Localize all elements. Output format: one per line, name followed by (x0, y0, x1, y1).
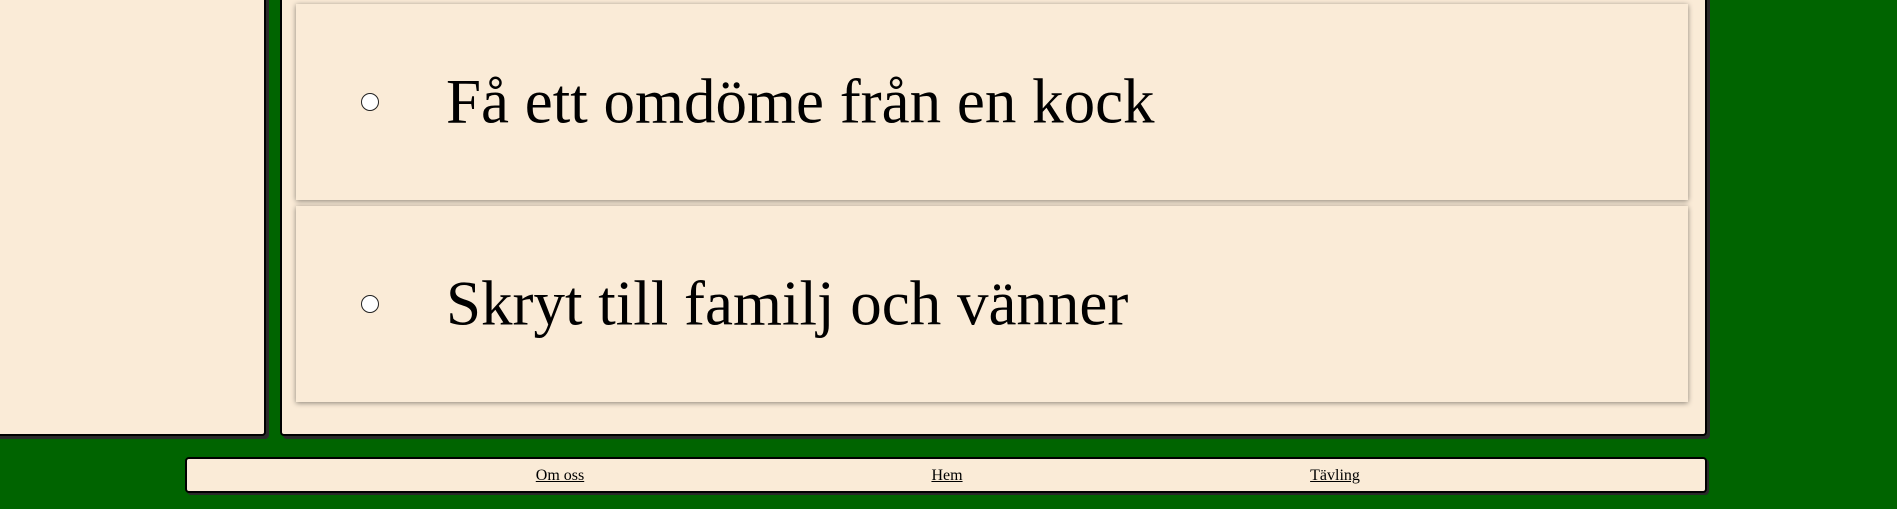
radio-button-icon[interactable] (361, 295, 379, 313)
radio-button-icon[interactable] (361, 93, 379, 111)
answer-option-card[interactable] (296, 206, 1688, 402)
footer-navigation (185, 457, 1707, 493)
answer-option-label: Få ett omdöme från en kock (446, 66, 1155, 137)
nav-link-about-us[interactable]: Om oss (535, 467, 585, 484)
answer-option-label: Skryt till familj och vänner (446, 268, 1129, 339)
nav-link-home[interactable]: Hem (931, 467, 963, 484)
sidebar-panel (0, 0, 266, 436)
answer-option-card[interactable] (296, 4, 1688, 200)
nav-link-contest[interactable]: Tävling (1310, 467, 1360, 484)
